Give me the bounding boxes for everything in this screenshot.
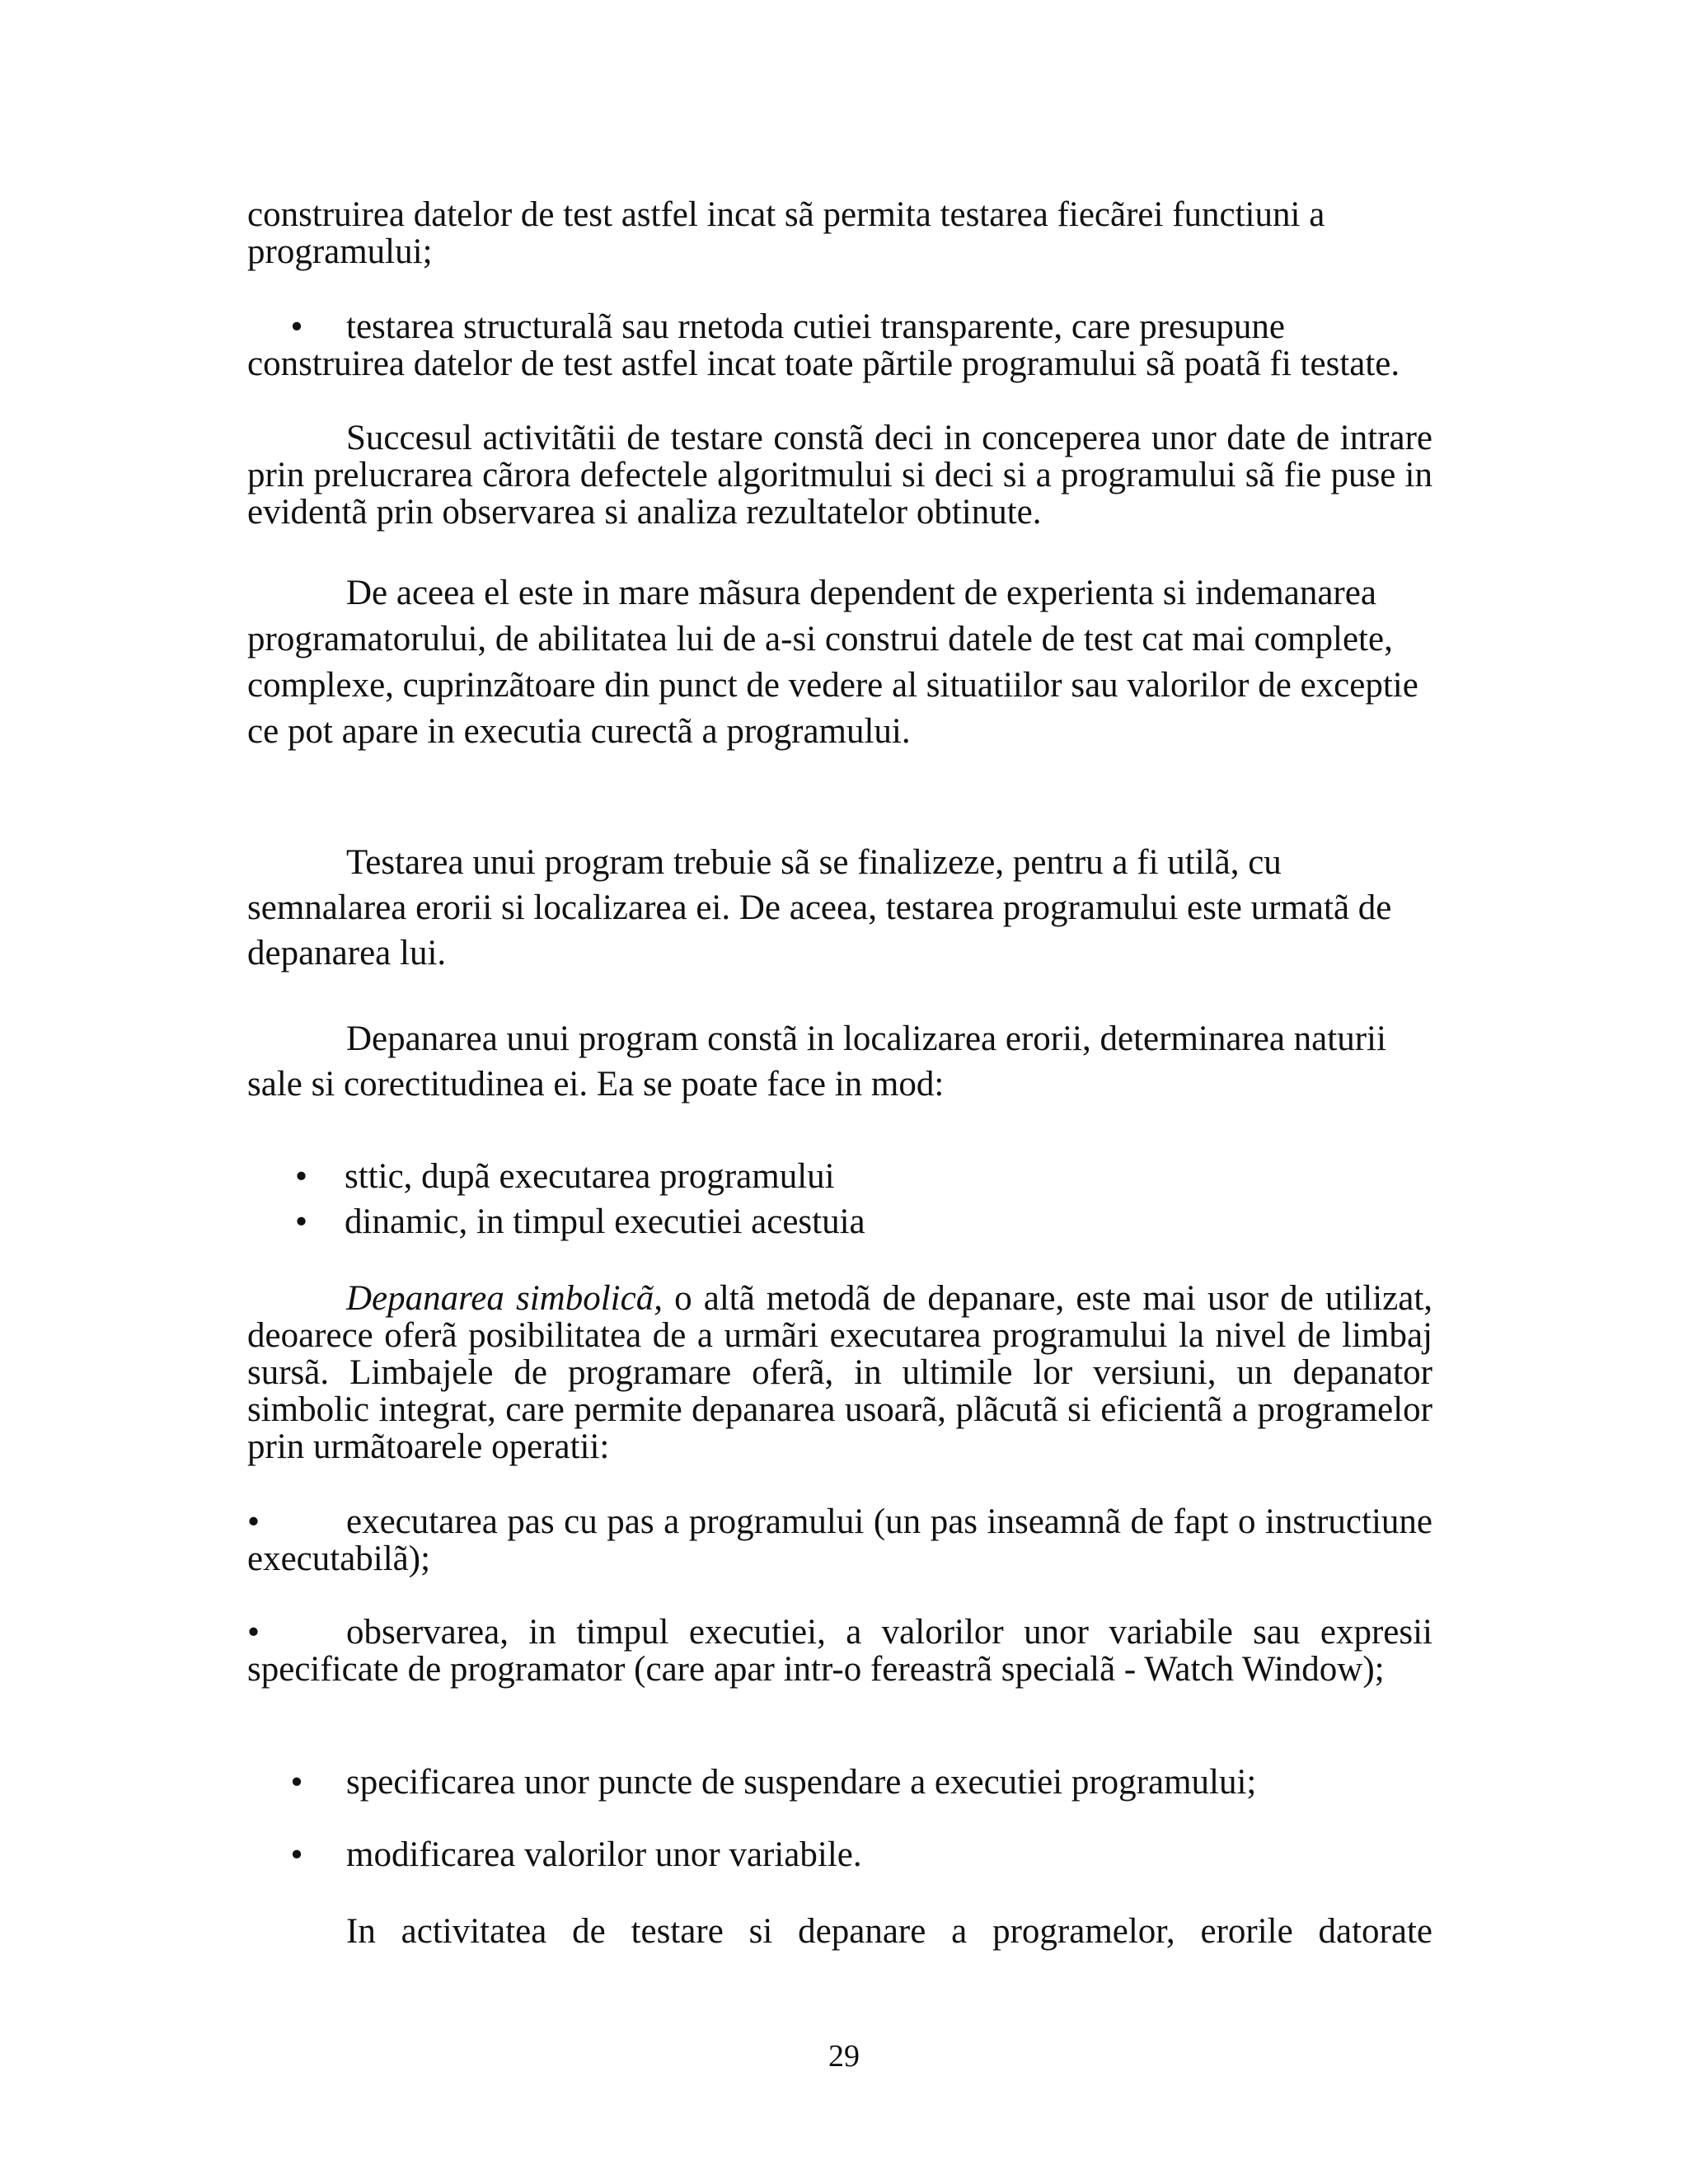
italic-term: Depanarea simbolicã,: [346, 1279, 663, 1318]
bullet-dot-icon: •: [295, 1202, 308, 1241]
paragraph-functional-testing: [247, 196, 1432, 270]
operation-watch-variables: [247, 1614, 1432, 1688]
list-item-text: dinamic, in timpul executiei acestuia: [345, 1202, 865, 1241]
operation-text: specificarea unor puncte de suspendare a executiei programului;: [346, 1763, 1257, 1802]
paragraph-text: testarea structuralã sau rnetoda cutiei transparente, care presupune construirea datelor de test astfel incat toate pãrtile programului sã poatã fi testate.: [247, 307, 1400, 383]
operation-text: observarea, in timpul executiei, a valorilor unor variabile sau expresii specificate de programator (care apar intr-o fereastrã specialã - Watch Window);: [247, 1613, 1432, 1689]
paragraph-debugging-definition: [247, 1016, 1432, 1107]
paragraph-programmer-experience: [247, 570, 1432, 755]
list-item-dynamic-mode: [295, 1199, 865, 1244]
operation-text: modificarea valorilor unor variabile.: [346, 1835, 862, 1874]
paragraph-text: De aceea el este in mare mãsura dependent de experienta si indemanarea programatorului, de abilitatea lui de a-si construi datele de test cat mai complete, complexe, cuprinzãtoare din punct de vedere al situatiilor sau valorilor de exceptie ce pot apare in executia curectã a programului.: [247, 574, 1418, 751]
paragraph-final: [247, 1913, 1432, 1950]
operation-text: executarea pas cu pas a programului (un pas inseamnã de fapt o instructiune executabilã);: [247, 1502, 1432, 1578]
bullet-glyph: •: [290, 1835, 303, 1874]
paragraph-text: construirea datelor de test astfel incat sã permita testarea fiecãrei functiuni a programului;: [247, 195, 1325, 271]
paragraph-text: o altã metodã de depanare, este mai usor de utilizat, deoarece oferã posibilitatea de a urmãri executarea programului la nivel de limbaj sursã. Limbajele de programare oferã, in ultimile lor versiuni, un depanator simbolic integrat, care permite depanarea usoarã, plãcutã si eficientã a programelor prin urmãtoarele operatii:: [247, 1279, 1433, 1466]
paragraph-symbolic-debugging: [247, 1280, 1432, 1465]
paragraph-testing-finalize: [247, 840, 1432, 976]
paragraph-text: Succesul activitãtii de testare constã deci in conceperea unor date de intrare prin prelucrarea cãrora defectele algoritmului si deci si a programului sã fie puse in evidentã prin observarea si analiza rezultatelor obtinute.: [247, 419, 1432, 532]
operation-breakpoints: [247, 1764, 1432, 1801]
page-number: 29: [828, 2039, 860, 2074]
bullet-glyph: •: [290, 1763, 303, 1802]
bullet-dot-icon: •: [295, 1157, 308, 1196]
paragraph-structural-testing: [247, 308, 1432, 382]
paragraph-testing-success: [247, 419, 1432, 531]
bullet-glyph: •: [290, 307, 303, 346]
paragraph-text: Depanarea unui program constã in localizarea erorii, determinarea naturii sale si corectitudinea ei. Ea se poate face in mod:: [247, 1019, 1386, 1104]
bullet-glyph: •: [247, 1613, 260, 1652]
list-item-text: sttic, dupã executarea programului: [345, 1157, 835, 1196]
paragraph-text: Testarea unui program trebuie sã se finalizeze, pentru a fi utilã, cu semnalarea erorii si localizarea ei. De aceea, testarea programului este urmatã de depanarea lui.: [247, 843, 1392, 972]
list-item-static-mode: [295, 1154, 835, 1199]
operation-step-by-step: [247, 1503, 1432, 1577]
bullet-glyph: •: [247, 1502, 260, 1541]
paragraph-text: In activitatea de testare si depanare a programelor, erorile datorate: [346, 1912, 1432, 1951]
operation-modify-values: [247, 1836, 1432, 1873]
